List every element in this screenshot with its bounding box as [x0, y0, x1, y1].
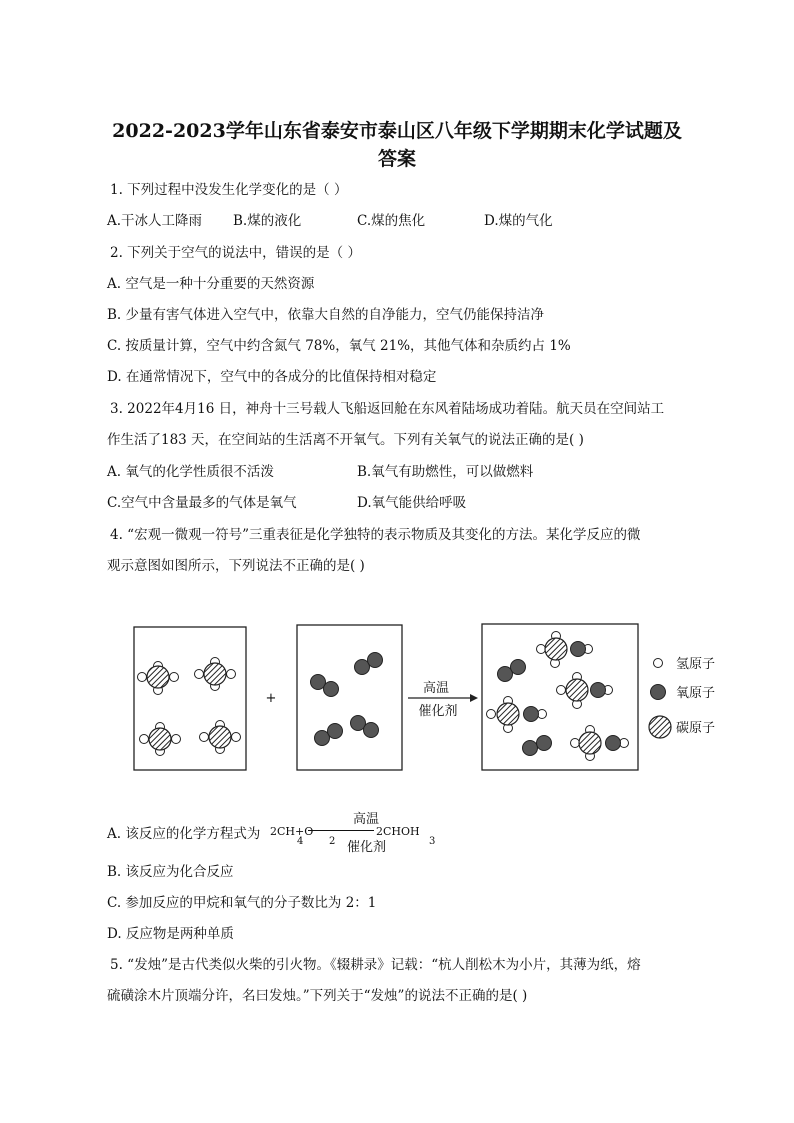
page-title-line2: 答案 [377, 148, 416, 170]
legend-carbon-label: 碳原子 [676, 721, 716, 736]
q4-option-c: C. 参加反应的甲烷和氧气的分子数比为 2：1 [107, 895, 377, 911]
q4-option-a-eq-top: 高温 [353, 812, 380, 827]
q4-option-a-eq-bottom: 催化剂 [347, 840, 387, 855]
q3-option-a: A. 氧气的化学性质很不活泼 [107, 464, 274, 480]
q5-stem-line2: 硫磺涂木片顶端分许，名曰发烛。”下列关于“发烛”的说法不正确的是( ) [107, 988, 528, 1004]
q4-stem-line2: 观示意图如图所示，下列说法不正确的是( ) [107, 558, 365, 574]
q3-stem-line1: 3. 2022年4月16 日，神舟十三号载人飞船返回舱在东风着陆场成功着陆。航天员在空间站工 [110, 401, 665, 417]
q5-stem-line1: 5. “发烛”是古代类似火柴的引火物。《辍耕录》记载：“杭人削松木为小片，其薄为纸，熔 [110, 957, 641, 973]
legend-hydrogen-icon [654, 659, 663, 668]
q2-option-b: B. 少量有害气体进入空气中，依靠大自然的自净能力，空气仍能保持洁净 [107, 307, 545, 323]
q4-option-d: D. 反应物是两种单质 [107, 926, 234, 942]
q4-option-a-eq-bar [308, 830, 374, 831]
plus-sign: + [265, 691, 277, 706]
reaction-diagram [0, 610, 794, 810]
arrow-head-icon [470, 694, 478, 702]
q2-option-c: C. 按质量计算，空气中约含氮气 78%，氧气 21%，其他气体和杂质约占 1% [107, 338, 571, 354]
page-title: 2022-2023学年山东省泰安市泰山区八年级下学期期末化学试题及 [112, 120, 682, 142]
q3-option-b: B.氧气有助燃性，可以做燃料 [357, 464, 534, 480]
q1-option-c: C.煤的焦化 [357, 213, 426, 229]
q2-stem: 2. 下列关于空气的说法中，错误的是（ ） [110, 245, 361, 261]
legend-oxygen-label: 氧原子 [676, 686, 716, 701]
q1-stem: 1. 下列过程中没发生化学变化的是（ ） [110, 182, 348, 198]
q4-option-a-prefix: A. 该反应的化学方程式为 [107, 826, 261, 842]
q1-option-d: D.煤的气化 [484, 213, 553, 229]
q2-option-d: D. 在通常情况下，空气中的各成分的比值保持相对稳定 [107, 369, 437, 385]
q1-option-a: A.干冰人工降雨 [107, 213, 203, 229]
q4-option-a-sub2: 2 [329, 836, 336, 847]
q3-option-c: C.空气中含量最多的气体是氧气 [107, 495, 297, 511]
q4-stem-line1: 4. “宏观一微观一符号”三重表征是化学独特的表示物质及其变化的方法。某化学反应的微 [110, 527, 641, 543]
legend-hydrogen-label: 氢原子 [676, 657, 716, 672]
legend-oxygen-icon [651, 685, 666, 700]
q3-stem-line2: 作生活了183 天，在空间站的生活离不开氧气。下列有关氧气的说法正确的是( ) [107, 432, 584, 448]
q4-option-a-sub4: 4 [297, 836, 304, 847]
q4-option-a-sub3: 3 [429, 836, 436, 847]
q4-option-a-eq-left: 2CH+O [270, 825, 314, 838]
q4-option-b: B. 该反应为化合反应 [107, 864, 234, 880]
q1-option-b: B.煤的液化 [233, 213, 302, 229]
q3-option-d: D.氧气能供给呼吸 [357, 495, 467, 511]
q4-option-a-eq-right: 2CHOH [376, 825, 420, 838]
reactant-box-methane [134, 627, 246, 770]
condition-high-temp: 高温 [422, 681, 450, 696]
condition-catalyst: 催化剂 [418, 704, 458, 719]
legend-carbon-icon [649, 716, 671, 738]
q2-option-a: A. 空气是一种十分重要的天然资源 [107, 276, 315, 292]
reactant-box-oxygen [297, 625, 402, 770]
